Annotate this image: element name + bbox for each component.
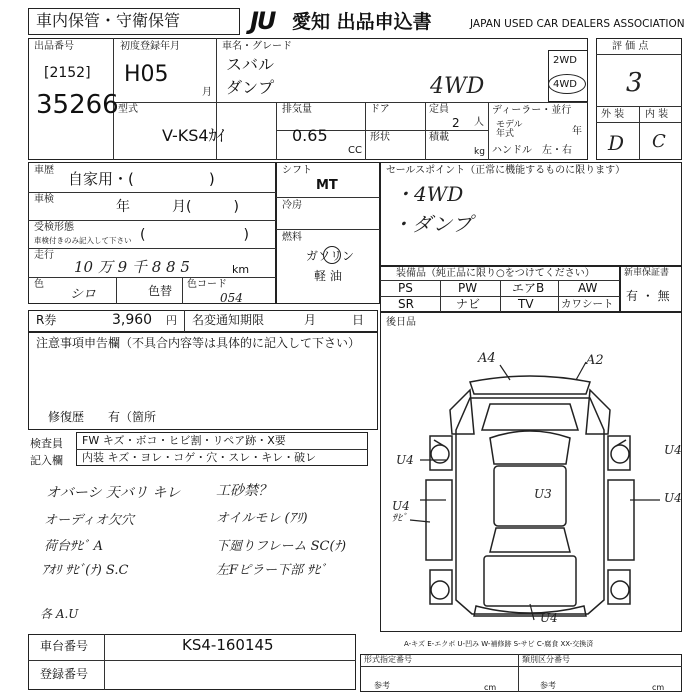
mileage-unit: km	[232, 263, 250, 276]
divider	[425, 102, 426, 160]
displacement-unit: CC	[348, 145, 362, 156]
repair-history: 修復歴 有（箇所	[48, 410, 157, 424]
org-title: 愛知 出品申込書	[292, 11, 432, 33]
car-name-label: 車名・グレード	[222, 41, 292, 52]
damage-mark: U3	[534, 487, 552, 501]
handwritten-note: オバーシ 天バリ キレ	[46, 485, 181, 501]
divider	[28, 220, 276, 221]
divider	[182, 277, 183, 304]
handle-label: ハンドル 左・右	[492, 145, 572, 156]
divider	[76, 449, 368, 450]
spec-cm-unit: cm	[652, 683, 665, 692]
history-label: 車歴	[34, 165, 54, 176]
divider	[104, 634, 105, 690]
spec-class-label: 類別区分番号	[522, 655, 570, 664]
damage-mark: U4	[392, 499, 410, 513]
history-value: 自家用・( )	[68, 170, 215, 188]
chassis-value: KS4-160145	[182, 636, 274, 654]
divider	[184, 310, 185, 332]
damage-mark: U4	[396, 453, 414, 467]
divider	[639, 106, 640, 160]
equip-pw: PW	[458, 281, 478, 295]
org-english: JAPAN USED CAR DEALERS ASSOCIATION	[470, 18, 685, 30]
car-name: スバル	[226, 55, 275, 74]
notice-label: 名変通知期限	[192, 313, 265, 327]
interior-grade: C	[652, 131, 666, 152]
divider	[500, 280, 501, 312]
registration-month: 月	[202, 87, 212, 98]
seal-label: 後日品	[386, 317, 416, 328]
divider	[116, 277, 117, 304]
fuel-gasoline-circle	[323, 246, 341, 264]
selling-point-2: ・ダンプ	[392, 212, 473, 236]
divider	[596, 54, 682, 55]
divider	[440, 280, 441, 312]
drive-4wd-circle	[548, 74, 586, 94]
divider	[276, 102, 277, 160]
tax-value: 3,960	[112, 312, 153, 328]
fuel-label: 燃料	[282, 232, 302, 243]
method-note: 車検付きのみ記入して下さい	[34, 236, 132, 245]
handwritten-note: ｱｵﾘ ｻﾋﾞ(ﾅ) S.C	[42, 563, 129, 578]
damage-mark: U4	[664, 491, 682, 505]
displacement-value: 0.65	[292, 126, 328, 145]
score-label: 評 価 点	[612, 41, 649, 52]
spec-format-label: 形式指定番号	[364, 655, 412, 664]
divider	[276, 197, 380, 198]
inspector-interior: 内装 キズ・ヨレ・コゲ・穴・スレ・キレ・破レ	[82, 451, 317, 464]
divider	[518, 654, 519, 692]
handwritten-note: 左Fピラー下部 ｻﾋﾞ	[216, 563, 327, 578]
shape-label: 形状	[370, 132, 390, 143]
color-code-label: 色コード	[187, 279, 227, 290]
displacement-label: 排気量	[282, 104, 312, 115]
divider	[113, 102, 588, 103]
handwritten-note: 荷台ｻﾋﾞ A	[44, 539, 104, 554]
mileage-label: 走行	[34, 250, 54, 261]
ju-logo: JU	[250, 7, 275, 35]
divider	[28, 248, 276, 249]
interior-label: 内 装	[645, 109, 669, 120]
damage-mark: A4	[478, 351, 496, 366]
seal-frame	[380, 312, 682, 632]
spec-ref-label: 参考	[540, 681, 556, 690]
score-value: 3	[626, 68, 643, 98]
divider	[28, 192, 276, 193]
capacity-value: 2	[452, 116, 460, 130]
fuel-diesel: 軽 油	[314, 269, 342, 283]
damage-mark: U4	[540, 611, 558, 625]
handwritten-note: オイルモレ (ｱﾘ)	[216, 511, 308, 526]
handwritten-note: 工砂禁？	[216, 483, 272, 499]
divider	[28, 277, 276, 278]
divider	[488, 102, 489, 160]
method-label: 受検形態	[34, 222, 74, 233]
selling-point-1: ・4WD	[394, 182, 464, 206]
inspection-label: 車検	[34, 194, 54, 205]
method-value: ( )	[140, 227, 249, 243]
equip-navi: ナビ	[456, 297, 481, 311]
tax-label: R券	[36, 313, 57, 327]
shift-value: MT	[316, 178, 338, 193]
notice-value: 月 日	[304, 313, 365, 327]
dealer-label: ディーラー・並行	[492, 105, 572, 116]
color-change-label: 色替	[148, 284, 173, 298]
storage-label: 車内保管・守衛保管	[36, 11, 181, 30]
load-label: 積載	[429, 132, 449, 143]
handwritten-note: 各 A.U	[40, 607, 79, 621]
divider	[276, 229, 380, 230]
damage-legend: A-キズ E-エクボ U-凹み W-補修跡 S-サビ C-腐食 XX-交換済	[404, 640, 594, 648]
tax-unit: 円	[166, 314, 177, 327]
equip-sr: SR	[398, 297, 414, 311]
handwritten-note: オーディオ欠穴	[44, 513, 134, 528]
drive-handwritten: 4WD	[430, 74, 485, 99]
equipment-label: 装備品（純正品に限り○をつけてください）	[396, 268, 595, 279]
door-label: ドア	[370, 104, 390, 115]
inspector-fw: FW キズ・ボコ・ヒビ割・リペア跡・X要	[82, 434, 286, 447]
color-code: 054	[220, 291, 243, 305]
divider	[365, 102, 366, 160]
registration-value: H05	[124, 62, 169, 87]
inspector-label: 検査員記入欄	[30, 437, 63, 467]
selling-points-label: セールスポイント（正常に機能するものに限ります）	[386, 165, 626, 176]
warranty-label: 新車保証書	[624, 268, 670, 278]
load-unit: kg	[474, 147, 485, 157]
damage-note: ｻﾋﾞ	[392, 513, 407, 524]
capacity-label: 定員	[429, 104, 449, 115]
exterior-grade: D	[608, 131, 625, 155]
equip-airbag: エアB	[512, 281, 545, 295]
ac-label: 冷房	[282, 200, 302, 211]
notes-label: 注意事項申告欄（不具合内容等は具体的に記入して下さい）	[36, 336, 361, 350]
shift-label: シフト	[282, 165, 312, 176]
lot-number: 35266	[36, 90, 119, 120]
capacity-unit: 人	[474, 117, 484, 128]
fuel-gasoline: ガソリン	[306, 249, 355, 263]
color-value: シロ	[70, 287, 97, 302]
lot-bracket-number: [2152]	[44, 65, 91, 81]
model-year-unit: 年	[572, 126, 582, 137]
equip-aw: AW	[578, 281, 598, 295]
spec-ref-label: 参考	[374, 681, 390, 690]
handwritten-note: 下廻りフレーム SC(ﾅ)	[216, 539, 347, 554]
drive-4wd: 4WD	[553, 79, 577, 90]
registration-label: 初度登録年月	[120, 41, 180, 52]
model-label: 型式	[118, 104, 138, 115]
warranty-value: 有 ・ 無	[626, 289, 670, 303]
drive-2wd: 2WD	[553, 55, 577, 66]
damage-mark: U4	[664, 443, 682, 457]
equip-ps: PS	[398, 281, 413, 295]
equip-tv: TV	[518, 297, 534, 311]
mileage-value: 10 万 9 千 8 8 5	[74, 258, 190, 276]
chassis-label: 車台番号	[40, 639, 89, 653]
damage-mark: A2	[586, 353, 604, 368]
color-label: 色	[34, 279, 44, 290]
reg-no-label: 登録番号	[40, 667, 89, 681]
divider	[558, 280, 559, 312]
inspection-value: 年 月( )	[116, 199, 239, 215]
divider	[28, 660, 356, 661]
lot-label: 出品番号	[34, 41, 74, 52]
spec-cm-unit: cm	[484, 683, 497, 692]
model-year-label: モデル年式	[496, 120, 523, 139]
equip-leather: カワシート	[561, 298, 614, 310]
divider	[360, 666, 682, 667]
exterior-label: 外 装	[601, 109, 625, 120]
car-grade: ダンプ	[226, 78, 275, 97]
model-value: V-KS4ｶｲ	[162, 126, 225, 145]
